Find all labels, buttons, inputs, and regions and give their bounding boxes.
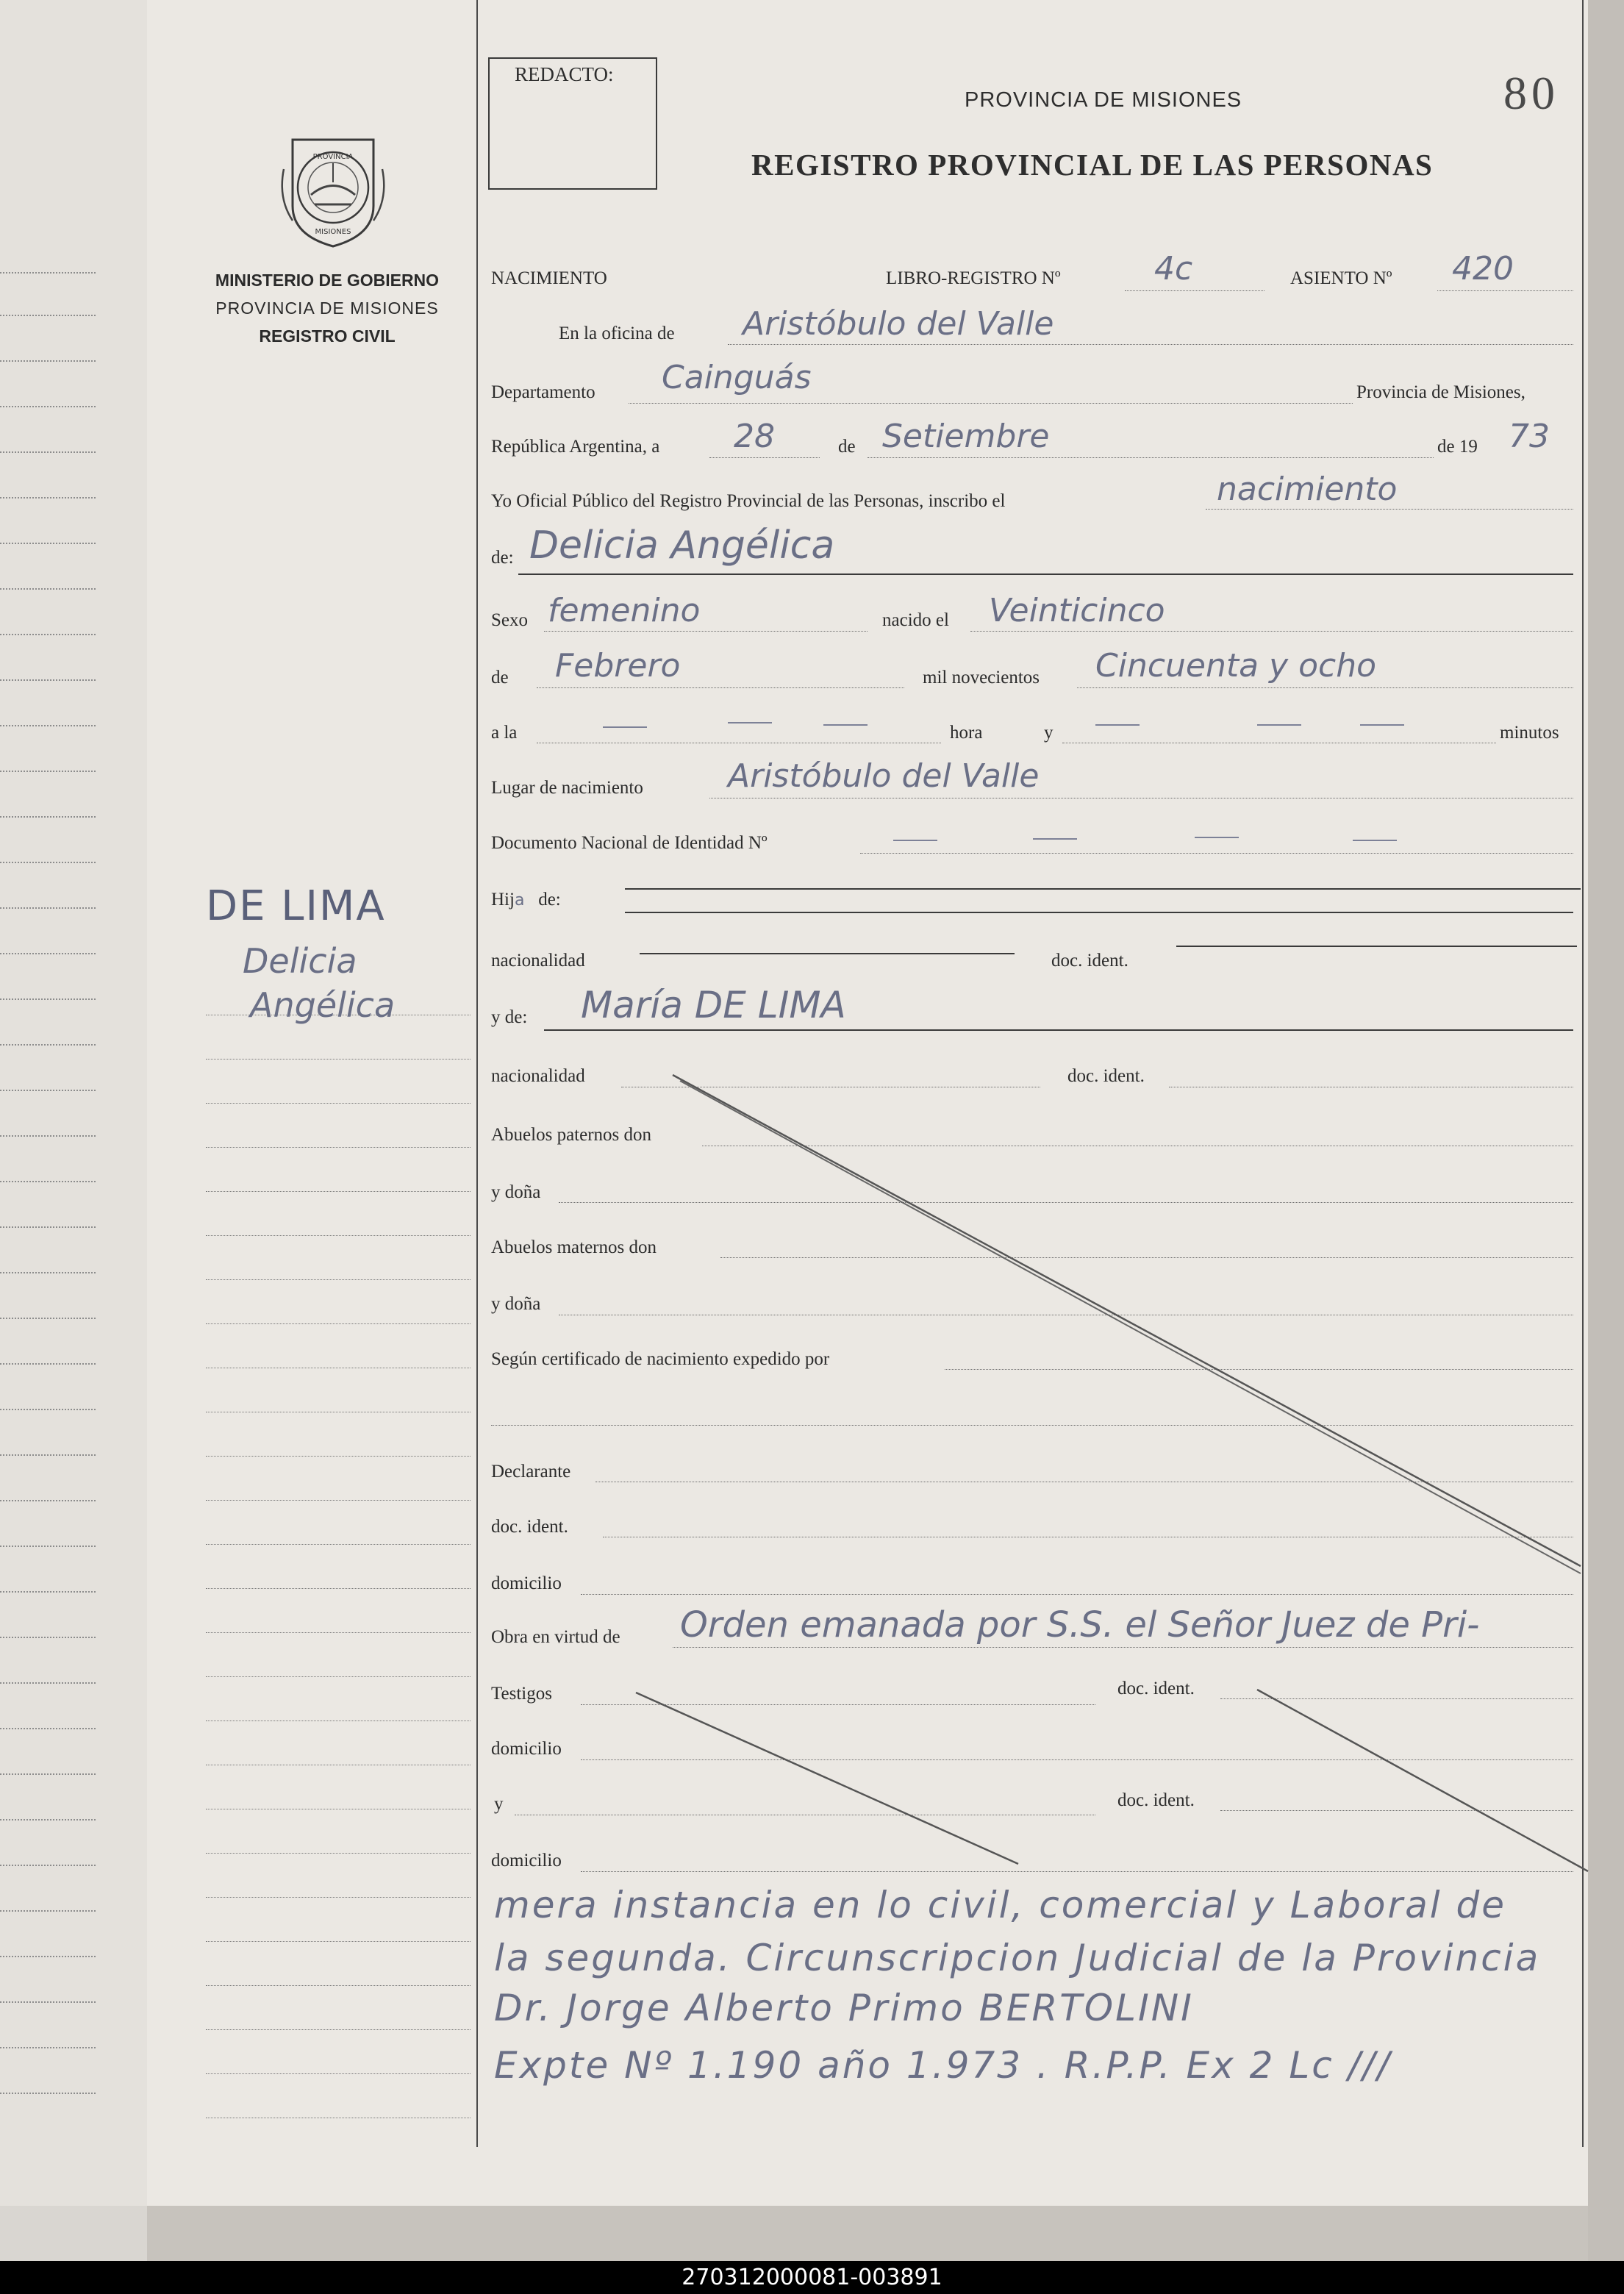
madre-label: y de: xyxy=(491,1007,528,1027)
segun-label: Según certificado de nacimiento expedido por xyxy=(491,1349,830,1369)
oficina-value: Aristóbulo del Valle xyxy=(743,305,1054,343)
departamento-value: Cainguás xyxy=(662,359,812,396)
margin-surname: DE LIMA xyxy=(206,882,386,930)
nombre-label: de: xyxy=(491,548,514,568)
obra-label: Obra en virtud de xyxy=(491,1627,620,1647)
document-id: 270312000081-003891 xyxy=(682,2265,942,2290)
note-line-4: Expte Nº 1.190 año 1.973 . R.P.P. Ex 2 Lc /// xyxy=(494,2044,1392,2087)
asiento-value: 420 xyxy=(1452,250,1514,287)
departamento-label: Departamento xyxy=(491,382,595,402)
abuelos-maternos-label: Abuelos maternos don xyxy=(491,1237,657,1257)
folio-number: 80 xyxy=(1503,67,1559,119)
nombre-value: Delicia Angélica xyxy=(529,524,835,568)
dni-label: Documento Nacional de Identidad Nº xyxy=(491,833,768,853)
provincia-label: Provincia de Misiones, xyxy=(1356,382,1525,402)
madre-value: María DE LIMA xyxy=(581,984,846,1026)
hora-label: hora xyxy=(950,723,983,743)
margin-given-name-1: Delicia xyxy=(243,941,357,981)
declarante-label: Declarante xyxy=(491,1462,571,1482)
testigos-label: Testigos xyxy=(491,1684,552,1704)
nacido-value: Veinticinco xyxy=(989,592,1165,629)
redacto-label: REDACTO: xyxy=(515,63,614,85)
margin-given-name-2: Angélica xyxy=(250,985,396,1025)
ministry-registry: REGISTRO CIVIL xyxy=(259,326,396,346)
obra-value: Orden emanada por S.S. el Señor Juez de Pri- xyxy=(680,1604,1480,1646)
libro-label: LIBRO-REGISTRO Nº xyxy=(886,268,1061,288)
oficina-label: En la oficina de xyxy=(559,324,675,343)
registry-title: REGISTRO PROVINCIAL DE LAS PERSONAS xyxy=(751,148,1434,182)
svg-text:MISIONES: MISIONES xyxy=(315,228,351,236)
doc-ident-testigo2-label: doc. ident. xyxy=(1117,1790,1195,1810)
domicilio-testigo2-label: domicilio xyxy=(491,1851,562,1870)
nacido-label: nacido el xyxy=(882,610,949,630)
y-label: y xyxy=(1044,723,1054,743)
svg-text:PROVINCIA: PROVINCIA xyxy=(312,153,354,161)
abuela-materna-label: y doña xyxy=(491,1294,541,1314)
nacionalidad-label: nacionalidad xyxy=(491,951,585,971)
anio-nacimiento-value: Cincuenta y ocho xyxy=(1095,647,1377,685)
libro-value: 4c xyxy=(1154,250,1193,287)
domicilio-declarante-label: domicilio xyxy=(491,1573,562,1593)
hija-label: Hija de: xyxy=(491,890,561,910)
nacionalidad-madre-label: nacionalidad xyxy=(491,1066,585,1086)
note-line-3: Dr. Jorge Alberto Primo BERTOLINI xyxy=(494,1987,1194,2029)
domicilio-testigo1-label: domicilio xyxy=(491,1739,562,1759)
inscribo-value: nacimiento xyxy=(1217,471,1398,508)
ministry-province: PROVINCIA DE MISIONES xyxy=(215,299,439,318)
doc-ident-declarante-label: doc. ident. xyxy=(491,1517,568,1537)
anio-value: 73 xyxy=(1509,418,1550,455)
sexo-label: Sexo xyxy=(491,610,528,630)
doc-ident-madre-label: doc. ident. xyxy=(1067,1066,1145,1086)
lugar-value: Aristóbulo del Valle xyxy=(728,757,1040,795)
note-line-2: la segunda. Circunscripcion Judicial de la Provincia xyxy=(494,1937,1541,1979)
declaracion-oficial: Yo Oficial Público del Registro Provincial de las Personas, inscribo el xyxy=(491,491,1006,511)
ala-label: a la xyxy=(491,723,518,743)
doc-ident-testigo1-label: doc. ident. xyxy=(1117,1679,1195,1698)
doc-ident-label: doc. ident. xyxy=(1051,951,1128,971)
province-heading: PROVINCIA DE MISIONES xyxy=(965,88,1242,112)
ministry-name: MINISTERIO DE GOBIERNO xyxy=(215,271,440,290)
lugar-label: Lugar de nacimiento xyxy=(491,778,643,798)
sexo-value: femenino xyxy=(548,592,701,629)
note-line-1: mera instancia en lo civil, comercial y Laboral de xyxy=(494,1884,1507,1926)
de2-label: de xyxy=(491,668,509,687)
de-label: de xyxy=(838,437,856,457)
y-testigo-label: y xyxy=(494,1794,504,1814)
abuelos-paternos-label: Abuelos paternos don xyxy=(491,1125,652,1145)
mes-value: Setiembre xyxy=(882,418,1050,455)
dia-value: 28 xyxy=(734,418,775,455)
anio-label: de 19 xyxy=(1437,437,1478,457)
act-type-label: NACIMIENTO xyxy=(491,268,607,288)
republica-label: República Argentina, a xyxy=(491,437,660,457)
minutos-label: minutos xyxy=(1500,723,1559,743)
mes-nacimiento-value: Febrero xyxy=(555,647,681,685)
asiento-label: ASIENTO Nº xyxy=(1290,268,1392,288)
abuela-paterna-label: y doña xyxy=(491,1182,541,1202)
mil-label: mil novecientos xyxy=(923,668,1040,687)
